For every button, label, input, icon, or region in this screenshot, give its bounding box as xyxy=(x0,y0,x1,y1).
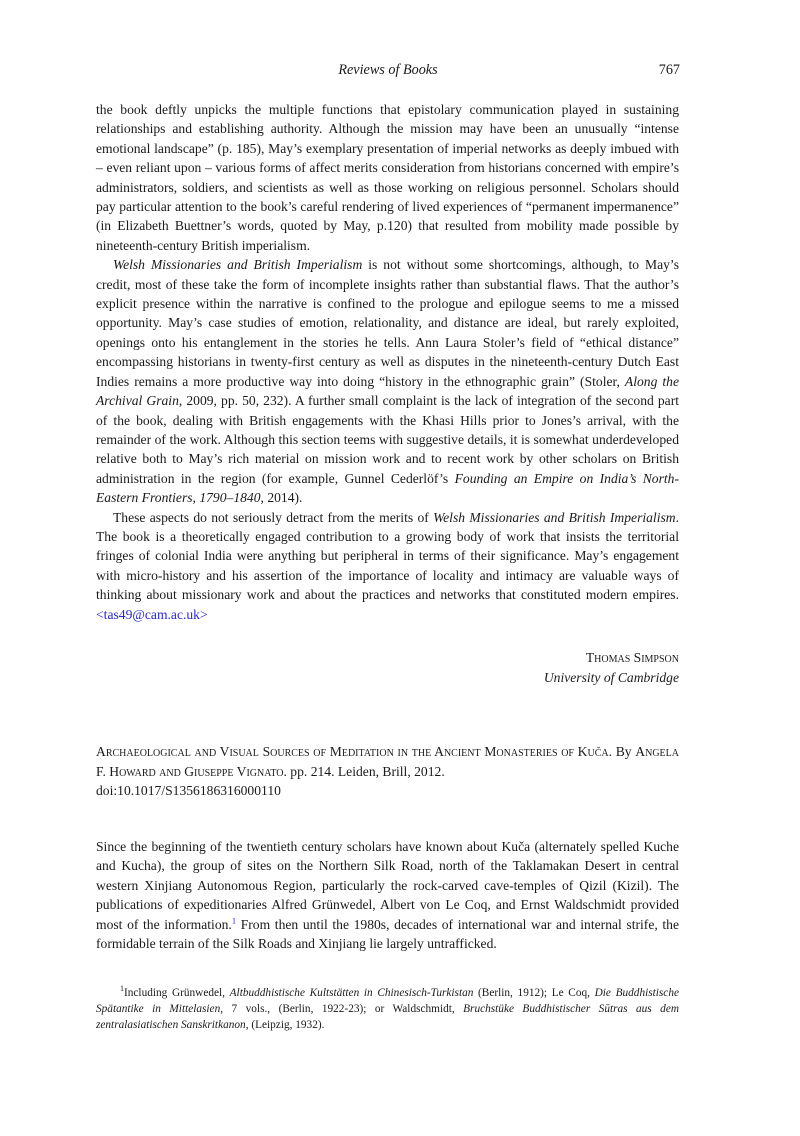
publication-info: . pp. 214. Leiden, Brill, 2012. xyxy=(283,763,445,779)
reviewer-affiliation: University of Cambridge xyxy=(543,670,679,685)
book-title: Archaeological and Visual Sources of Meditation in the Ancient Monasteries of Kuča xyxy=(96,744,609,759)
by-label: . By xyxy=(608,744,632,759)
book-authors: Angela F. Howard and Giuseppe Vignato xyxy=(96,744,679,779)
paragraph-text: . The book is a theoretically engaged contribution to a growing body of work that insists the territorial fringes of colonial India were anything but peripheral in terms of their significance. May’s engagement with micro-history and his assertion of the importance of locality and intimacy are valuable ways of thinking about missionary work and about the practices and networks that constituted modern empires. xyxy=(96,509,679,603)
review-1-paragraph-2 xyxy=(96,255,679,507)
review-2-paragraph-1 xyxy=(96,837,679,953)
email-link[interactable] xyxy=(96,607,208,622)
running-header xyxy=(96,62,680,82)
review-1-paragraph-1: the book deftly unpicks the multiple functions that epistolary communication played in sustaining relationships and establishing authority. Although the mission may have been an unusually “intense emotional landscape” (p. 185), May’s exemplary presentation of imperial networks as deeply imbued with – even reliant upon – various forms of affect merits consideration from historians concerned with empire’s administrators, soldiers, and scientists as well as those working on religious personnel. Scholars should pay particular attention to the book’s careful rendering of lived experiences of “permanent impermanence” (in Elizabeth Buettner’s words, quoted by May, p.120) that resulted from mobility made possible by nineteenth-century British imperialism. xyxy=(96,102,679,253)
book-title-italic: Welsh Missionaries and British Imperialism xyxy=(113,257,363,273)
citation-italic: Founding an Empire on India’s North-Eastern Frontiers, 1790–1840 xyxy=(96,470,679,506)
footnote-citation: Altbuddhistische Kultstätten in Chinesisch-Turkistan xyxy=(229,987,474,999)
paragraph-text: Since the beginning of the twentieth century scholars have known about Kuča (alternately spelled Kuche and Kucha), the group of sites on the Northern Silk Road, north of the Taklamakan Desert in central western Xinjiang Autonomous Region, particularly the rock-carved cave-temples of Qizil (Kizil). The publications of expeditionaries Alfred Grünwedel, Albert von Le Coq, and Ernst Waldschmidt provided most of the information. xyxy=(96,839,679,932)
footnote-citation: Die Buddhistische Spätantike in Mittelasien xyxy=(96,987,679,1015)
review-1-paragraph-3 xyxy=(96,508,679,624)
citation-italic: Along the Archival Grain xyxy=(96,373,679,409)
running-title: Reviews of Books xyxy=(338,62,438,78)
email-address[interactable]: tas49@cam.ac.uk xyxy=(103,606,200,622)
paragraph-text: , 2014). xyxy=(260,490,303,506)
reviewer-name: Thomas Simpson xyxy=(585,650,679,665)
email-bracket: < xyxy=(96,606,104,622)
reviewer-signature xyxy=(96,648,679,688)
footnote-number: 1 xyxy=(120,984,124,994)
review-2-body xyxy=(96,837,679,953)
paragraph-text: is not without some shortcomings, although, to May’s credit, most of these take the form of incomplete insights rather than substantial flaws. That the author’s explicit presence within the narrative is confined to the prologue and epilogue seems to me a missed opportunity. May’s case studies of emotion, relationality, and distance are ideal, but rarely exploited, openings onto his entanglement in the stories he tells. Ann Laura Stoler’s field of “ethical distance” encompassing historians in twenty-first century as well as disputes in the nineteenth-century Dutch East Indies remains a more productive way into doing “history in the ethnographic grain” (Stoler, xyxy=(96,257,679,389)
footnote-1 xyxy=(96,985,679,1033)
email-bracket: > xyxy=(199,606,208,622)
footnote-segment: (Berlin, 1912); Le Coq, xyxy=(473,987,595,999)
paragraph-text: These aspects do not seriously detract from the merits of xyxy=(113,509,434,525)
doi: doi:10.1017/S1356186316000110 xyxy=(96,783,281,799)
review-2-heading xyxy=(96,742,679,801)
review-1-body xyxy=(96,100,679,624)
footnote-segment: Including Grünwedel, xyxy=(124,987,230,999)
footnote-text xyxy=(96,985,679,1033)
footnote-segment: , (Leipzig, 1932). xyxy=(245,1019,325,1031)
footnote-segment: , 7 vols., (Berlin, 1922-23); or Waldschmidt, xyxy=(220,1003,464,1015)
book-title-italic: Welsh Missionaries and British Imperialism xyxy=(433,509,676,525)
footnote-citation: Bruchstüke Buddhistischer Sūtras aus dem zentralasiatischen Sanskritkanon xyxy=(96,1003,679,1031)
paragraph-text: , 2009, pp. 50, 232). A further small complaint is the lack of integration of the second part of the book, dealing with British engagements with the Khasi Hills prior to Jones’s arrival, with the remainder of the work. Although this section teems with suggestive details, it is somewhat underdeveloped relative both to May’s rich material on mission work and to recent work by other scholars on British administration in the region (for example, Gunnel Cederlöf’s xyxy=(96,393,680,486)
footnote-reference[interactable]: 1 xyxy=(231,915,237,926)
page-number: 767 xyxy=(658,62,680,78)
paragraph-text: From then until the 1980s, decades of international war and internal strife, the formidable terrain of the Silk Roads and Xinjiang lie largely untrafficked. xyxy=(96,916,679,952)
